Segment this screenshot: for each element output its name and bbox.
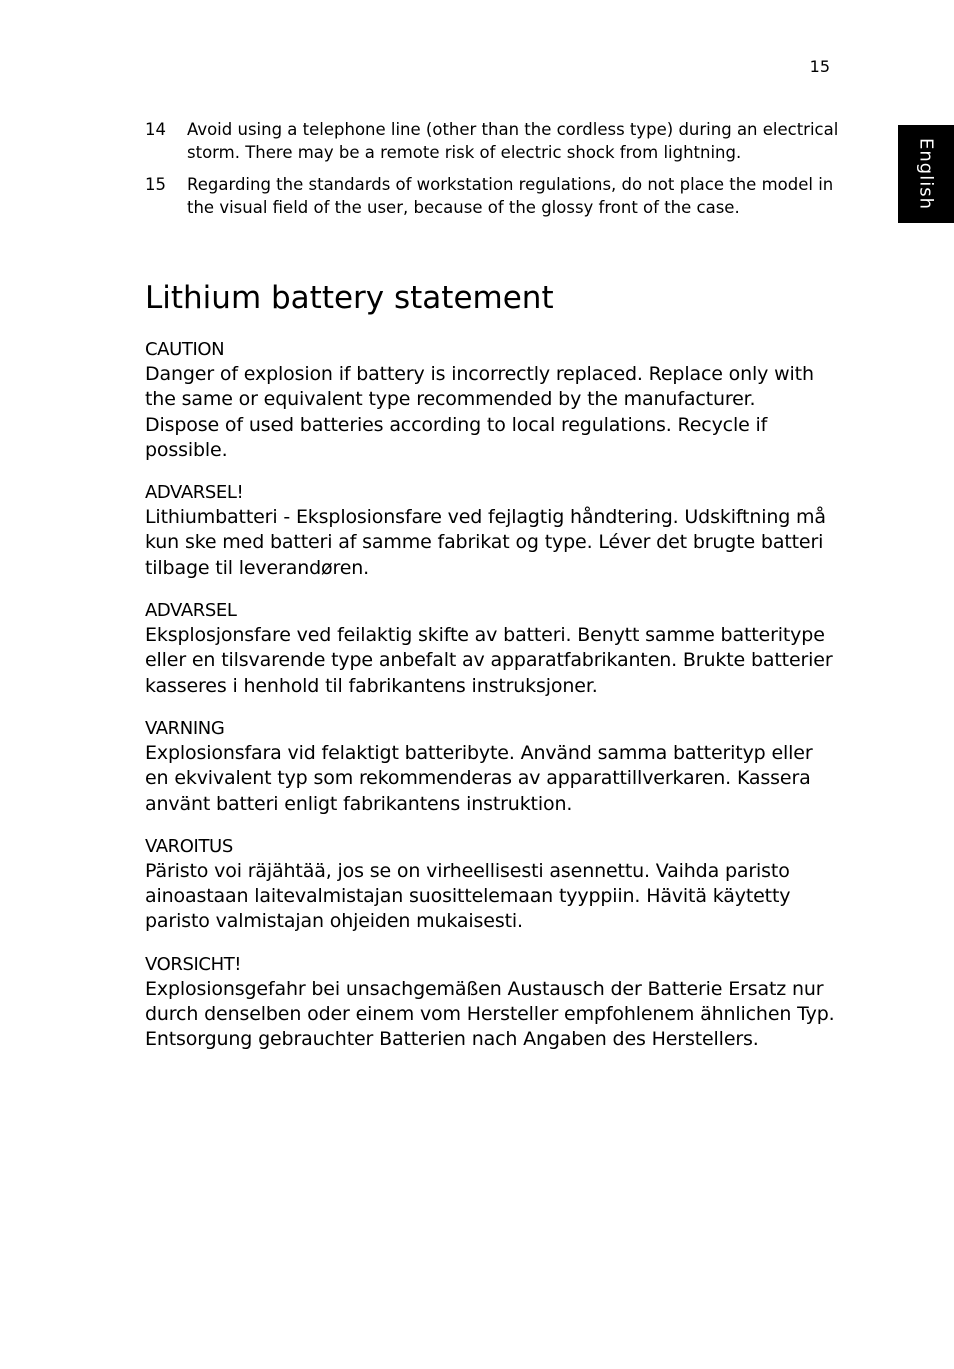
warning-block-finnish: [145, 834, 835, 935]
list-item-number: 14: [145, 120, 166, 139]
warning-body: Danger of explosion if battery is incorrectly replaced. Replace only with the same or equivalent type recommended by the manufacturer. Dispose of used batteries according to local regulations. Recycle if possible.: [145, 363, 814, 461]
warning-body: Explosionsfara vid felaktigt batteribyte. Använd samma batterityp eller en ekvivalent typ som rekommenderas av apparattillverkaren. Kassera använt batteri enligt fabrikantens instruktion.: [145, 741, 813, 815]
language-tab: [898, 125, 954, 223]
warning-body: Päristo voi räjähtää, jos se on virheellisesti asennettu. Vaihda paristo ainoastaan laitevalmistajan suosittelemaan tyyppiin. Hävitä käytetty paristo valmistajan ohjeiden mukaisesti.: [145, 859, 791, 933]
page-number: 15: [809, 57, 830, 76]
warning-block-danish: [145, 480, 835, 581]
numbered-list: [145, 118, 845, 228]
list-item-number: 15: [145, 175, 166, 194]
warning-heading: VORSICHT!: [145, 953, 242, 975]
warning-block-caution: [145, 337, 835, 463]
warning-body: Explosionsgefahr bei unsachgemäßen Austausch der Batterie Ersatz nur durch denselben oder einem vom Hersteller empfohlenem ähnlichen Typ. Entsorgung gebrauchter Batterien nach Angaben des Herstellers.: [145, 977, 835, 1051]
warning-heading: VARNING: [145, 717, 225, 739]
battery-warnings: [145, 337, 835, 1070]
list-item: [145, 173, 845, 219]
warning-block-swedish: [145, 716, 835, 817]
language-tab-label: English: [915, 138, 937, 210]
warning-heading: ADVARSEL: [145, 600, 237, 622]
warning-heading: CAUTION: [145, 339, 225, 360]
warning-body: Eksplosjonsfare ved feilaktig skifte av batteri. Benytt samme batteritype eller en tilsvarende type anbefalt av apparatfabrikanten. Brukte batterier kasseres i henhold til fabrikantens instruksjoner.: [145, 624, 833, 697]
warning-body: Lithiumbatteri - Eksplosionsfare ved fejlagtig håndtering. Udskiftning må kun ske med batteri af samme fabrikat og type. Léver det brugte batteri tilbage til leverandøren.: [145, 506, 826, 579]
warning-block-norwegian: [145, 598, 835, 699]
warning-heading: VAROITUS: [145, 835, 233, 857]
section-title: Lithium battery statement: [145, 280, 554, 316]
list-item: [145, 118, 845, 164]
list-item-text: Regarding the standards of workstation regulations, do not place the model in the visual field of the user, because of the glossy front of the case.: [187, 175, 834, 217]
list-item-text: Avoid using a telephone line (other than the cordless type) during an electrical storm. There may be a remote risk of electric shock from lightning.: [187, 120, 839, 162]
warning-heading: ADVARSEL!: [145, 482, 244, 504]
warning-block-german: [145, 952, 835, 1053]
